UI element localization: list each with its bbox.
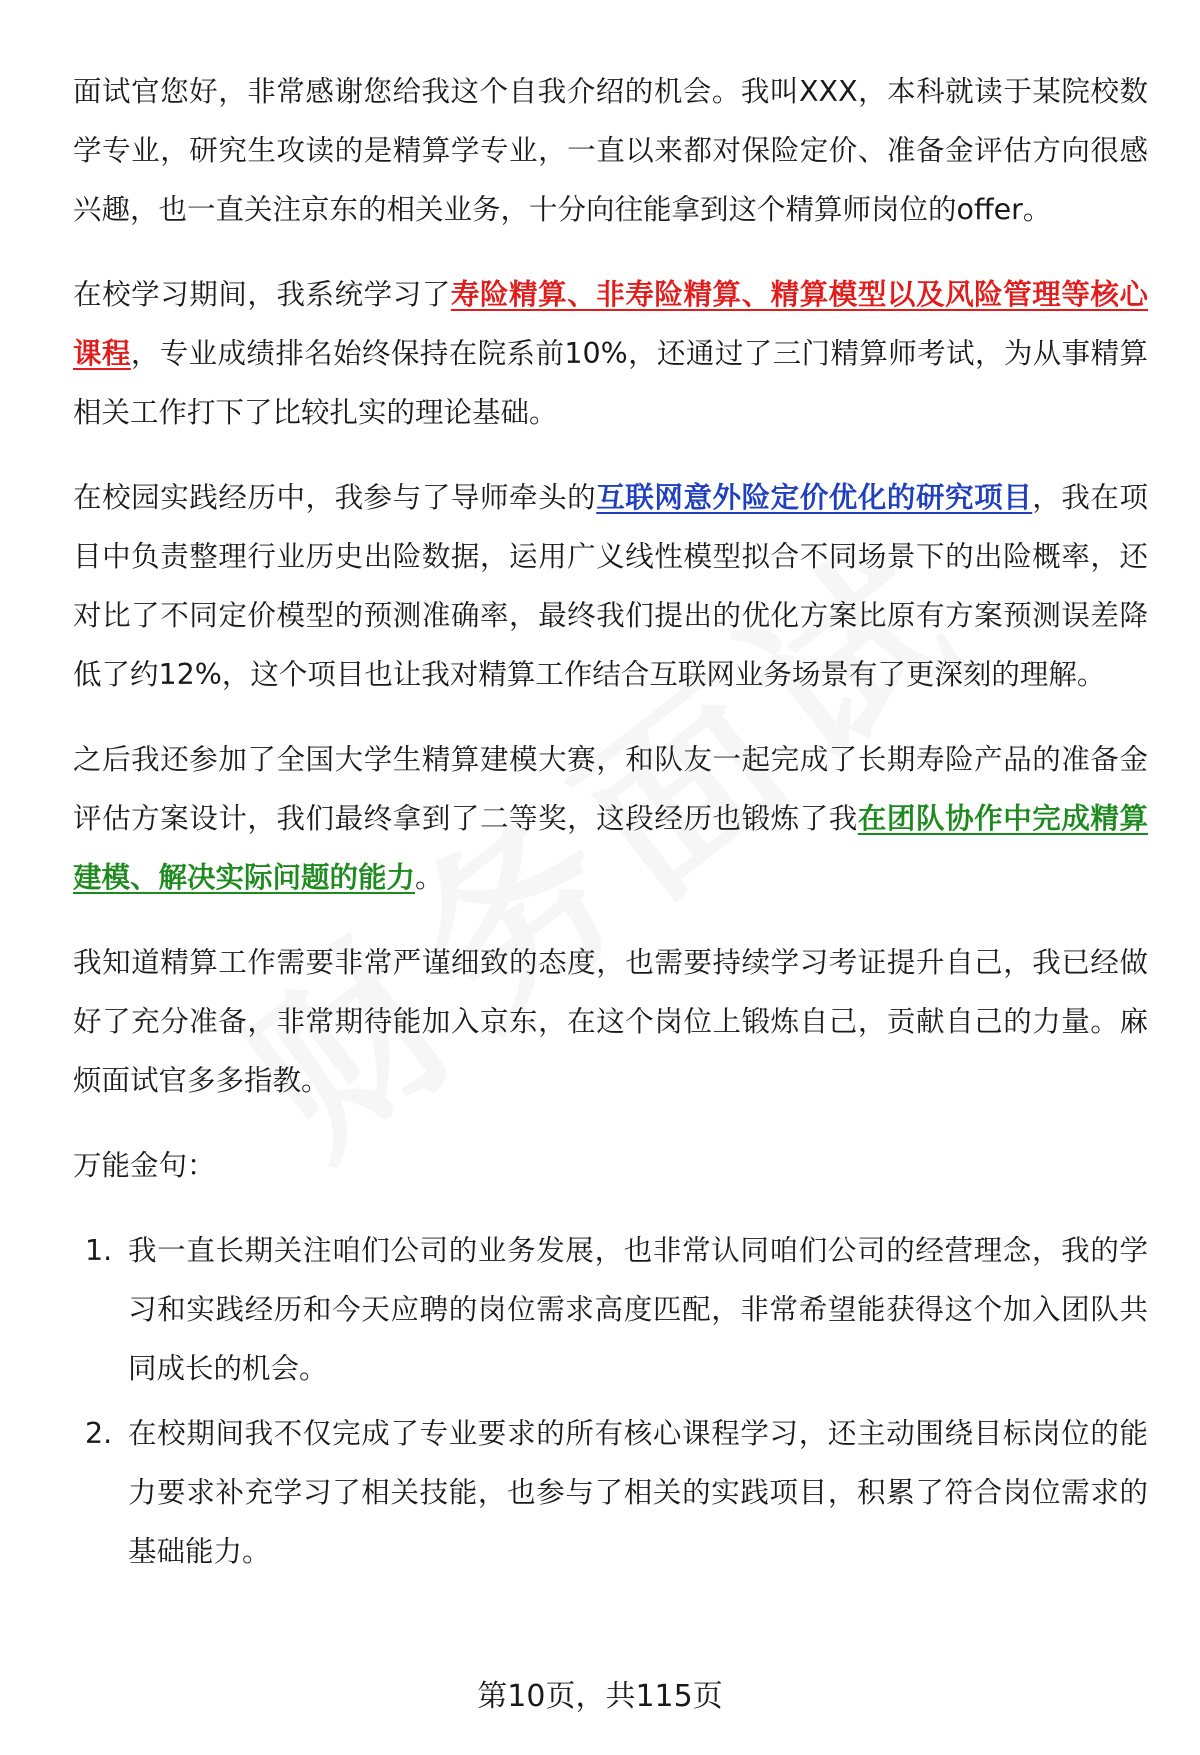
paragraph-practice-text-post: ，我在项目中负责整理行业历史出险数据，运用广义线性模型拟合不同场景下的出险概率，还对比了不同定价模型的预测准确率，最终我们提出的优化方案比原有方案预测误差降低了约12%，这个项目也让我对精算工作结合互联网业务场景有了更深刻的理解。 bbox=[73, 481, 1148, 691]
list-item bbox=[73, 1404, 1148, 1581]
paragraph-study-text-pre: 在校学习期间，我系统学习了 bbox=[73, 278, 451, 311]
list-item-text: 我一直长期关注咱们公司的业务发展，也非常认同咱们公司的经营理念，我的学习和实践经历和今天应聘的岗位需求高度匹配，非常希望能获得这个加入团队共同成长的机会。 bbox=[128, 1234, 1148, 1385]
paragraph-practice-text-pre: 在校园实践经历中，我参与了导师牵头的 bbox=[73, 481, 597, 514]
paragraph-competition-text-pre: 之后我还参加了全国大学生精算建模大赛，和队友一起完成了长期寿险产品的准备金评估方案设计，我们最终拿到了二等奖，这段经历也锻炼了我 bbox=[73, 743, 1148, 835]
paragraph-competition bbox=[73, 730, 1148, 907]
list-item-number: 1. bbox=[85, 1234, 113, 1267]
paragraph-closing: 我知道精算工作需要非常严谨细致的态度，也需要持续学习考证提升自己，我已经做好了充分准备，非常期待能加入京东，在这个岗位上锻炼自己，贡献自己的力量。麻烦面试官多多指教。 bbox=[73, 946, 1148, 1097]
list-item-number: 2. bbox=[85, 1417, 113, 1450]
paragraph-study-text-post: ，专业成绩排名始终保持在院系前10%，还通过了三门精算师考试，为从事精算相关工作打下了比较扎实的理论基础。 bbox=[73, 337, 1148, 429]
paragraph-intro: 面试官您好，非常感谢您给我这个自我介绍的机会。我叫XXX，本科就读于某院校数学专业，研究生攻读的是精算学专业，一直以来都对保险定价、准备金评估方向很感兴趣，也一直关注京东的相关业务，十分向往能拿到这个精算师岗位的offer。 bbox=[73, 75, 1148, 226]
list-item-text: 在校期间我不仅完成了专业要求的所有核心课程学习，还主动围绕目标岗位的能力要求补充学习了相关技能，也参与了相关的实践项目，积累了符合岗位需求的基础能力。 bbox=[128, 1417, 1148, 1568]
highlight-research-project: 互联网意外险定价优化的研究项目 bbox=[596, 481, 1033, 514]
list-item bbox=[73, 1221, 1148, 1398]
paragraph-study bbox=[73, 265, 1148, 442]
paragraph-competition-text-post: 。 bbox=[415, 861, 444, 894]
tips-heading: 万能金句： bbox=[73, 1149, 216, 1182]
highlight-core-courses: 寿险精算、非寿险精算、精算模型以及风险管理等核心课程 bbox=[73, 278, 1148, 370]
paragraph-practice bbox=[73, 468, 1148, 704]
tips-list bbox=[73, 1221, 1148, 1581]
document-body bbox=[73, 62, 1148, 1587]
highlight-teamwork-ability: 在团队协作中完成精算建模、解决实际问题的能力 bbox=[73, 802, 1148, 894]
page-number: 第10页，共115页 bbox=[477, 1679, 723, 1714]
